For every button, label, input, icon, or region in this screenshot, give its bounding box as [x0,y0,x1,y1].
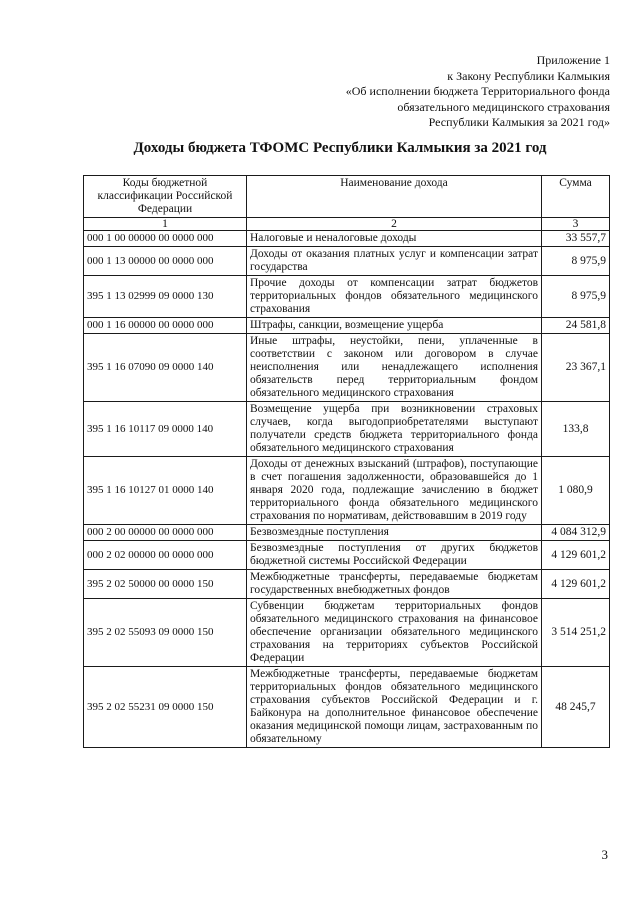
row-code: 395 1 16 10117 09 0000 140 [84,402,247,457]
table-row [84,667,610,748]
table-row [84,402,610,457]
column-number-row [84,218,610,231]
row-sum: 4 129 601,2 [542,570,610,599]
table-row [84,541,610,570]
row-code: 395 2 02 55231 09 0000 150 [84,667,247,748]
row-name: Безвозмездные поступления [247,525,542,541]
row-name: Иные штрафы, неустойки, пени, уплаченные в соответствии с законом или договором в случае неисполнения или ненадлежащего исполнения обязательств перед территориальным фондом обязательного медицинского страхования [247,334,542,402]
table-row [84,599,610,667]
column-number-1: 1 [84,218,247,231]
row-sum: 8 975,9 [542,276,610,318]
row-name: Межбюджетные трансферты, передаваемые бюджетам государственных внебюджетных фондов [247,570,542,599]
row-code: 000 1 13 00000 00 0000 000 [84,247,247,276]
row-sum: 1 080,9 [542,457,610,525]
table-row [84,231,610,247]
row-sum: 133,8 [542,402,610,457]
header-name: Наименование дохода [247,176,542,218]
row-code: 000 2 00 00000 00 0000 000 [84,525,247,541]
row-sum: 4 084 312,9 [542,525,610,541]
row-sum: 33 557,7 [542,231,610,247]
row-sum: 4 129 601,2 [542,541,610,570]
row-sum: 8 975,9 [542,247,610,276]
row-name: Возмещение ущерба при возникновении страховых случаев, когда выгодоприобретателями выступают получатели средств бюджета территориального фонда обязательного медицинского страхования [247,402,542,457]
row-code: 395 1 16 07090 09 0000 140 [84,334,247,402]
row-name: Налоговые и неналоговые доходы [247,231,542,247]
row-sum: 48 245,7 [542,667,610,748]
row-code: 395 2 02 55093 09 0000 150 [84,599,247,667]
header-code: Коды бюджетной классификации Российской Федерации [84,176,247,218]
row-code: 395 1 16 10127 01 0000 140 [84,457,247,525]
row-name: Субвенции бюджетам территориальных фондов обязательного медицинского страхования на финансовое обеспечение организации обязательного медицинского страхования на территориях субъектов Российской Федерации [247,599,542,667]
table-row [84,334,610,402]
table-row [84,247,610,276]
column-number-3: 3 [542,218,610,231]
appendix-line-5: Республики Калмыкия за 2021 год» [428,115,610,129]
appendix-line-1: Приложение 1 [536,53,610,67]
row-name: Доходы от оказания платных услуг и компенсации затрат государства [247,247,542,276]
appendix-line-3: «Об исполнении бюджета Территориального фонда [345,84,610,98]
table-row [84,276,610,318]
row-code: 395 1 13 02999 09 0000 130 [84,276,247,318]
table-row [84,457,610,525]
row-code: 000 1 16 00000 00 0000 000 [84,318,247,334]
table-row [84,570,610,599]
header-sum: Сумма [542,176,610,218]
row-name: Штрафы, санкции, возмещение ущерба [247,318,542,334]
income-table [83,175,610,748]
appendix-line-4: обязательного медицинского страхования [397,99,610,114]
row-name: Межбюджетные трансферты, передаваемые бюджетам территориальных фондов обязательного медицинского страхования субъектов Российской Федерации и г. Байконура на дополнительное финансовое обеспечение оказания медицинской помощи лицам, застрахованным по обязательному [247,667,542,748]
row-sum: 24 581,8 [542,318,610,334]
row-code: 000 2 02 00000 00 0000 000 [84,541,247,570]
row-name: Безвозмездные поступления от других бюджетов бюджетной системы Российской Федерации [247,541,542,570]
appendix-note [346,53,610,131]
table-row [84,318,610,334]
row-code: 395 2 02 50000 00 0000 150 [84,570,247,599]
row-code: 000 1 00 00000 00 0000 000 [84,231,247,247]
row-sum: 3 514 251,2 [542,599,610,667]
appendix-line-2: к Закону Республики Калмыкия [447,68,610,83]
column-number-2: 2 [247,218,542,231]
row-sum: 23 367,1 [542,334,610,402]
page-number: 3 [601,847,608,862]
document-title: Доходы бюджета ТФОМС Республики Калмыкия за 2021 год [133,140,547,156]
row-name: Доходы от денежных взысканий (штрафов), поступающие в счет погашения задолженности, образовавшейся до 1 января 2020 года, подлежащие зачислению в бюджет территориального фонда обязательного медицинского страхования по нормативам, действовавшим в 2019 году [247,457,542,525]
row-name: Прочие доходы от компенсации затрат бюджетов территориальных фондов обязательного медицинского страхования [247,276,542,318]
table-row [84,525,610,541]
table-header-row [84,176,610,218]
